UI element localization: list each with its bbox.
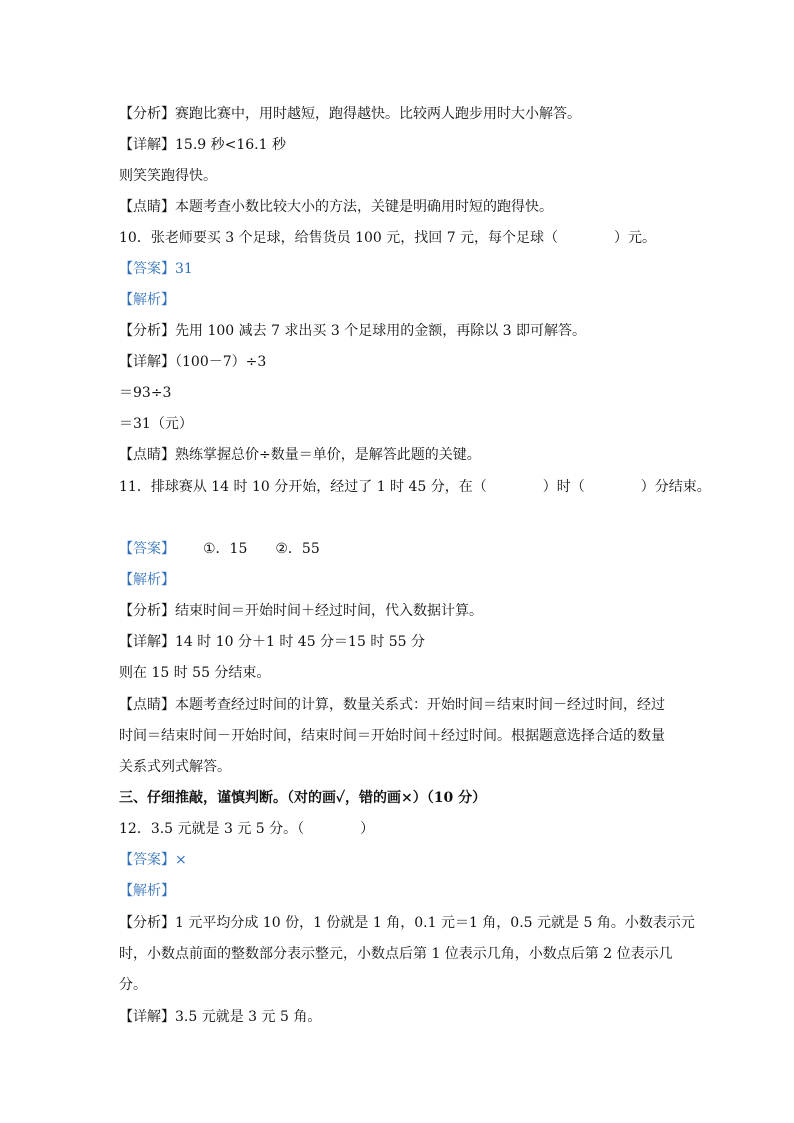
text-line-detail-q11-result: 则在 15 时 55 分结束。 <box>119 665 271 681</box>
text-line-detail-q10: 【详解】（100－7）÷3 <box>119 354 267 370</box>
answer-q11 <box>119 539 320 559</box>
text-line-detail-q12: 【详解】3.5 元就是 3 元 5 角。 <box>119 1009 322 1025</box>
text-line-comment-q11-1: 【点睛】本题考查经过时间的计算，数量关系式：开始时间＝结束时间－经过时间，经过 <box>119 697 665 713</box>
answer-label-q11: 【答案】 <box>119 541 175 557</box>
text-line-analysis-q10: 【分析】先用 100 减去 7 求出买 3 个足球用的金额，再除以 3 即可解答。 <box>119 323 587 339</box>
explanation-heading-q10: 【解析】 <box>119 292 175 308</box>
text-line-analysis-q11: 【分析】结束时间＝开始时间＋经过时间，代入数据计算。 <box>119 603 483 619</box>
text-line-detail-q9: 【详解】15.9 秒<16.1 秒 <box>119 137 286 153</box>
text-line-analysis-q9: 【分析】赛跑比赛中，用时越短，跑得越快。比较两人跑步用时大小解答。 <box>119 106 581 122</box>
text-line-comment-q9: 【点睛】本题考查小数比较大小的方法，关键是明确用时短的跑得快。 <box>119 199 553 215</box>
question-12: 12．3.5 元就是 3 元 5 分。（ ） <box>119 821 375 837</box>
question-11: 11．排球赛从 14 时 10 分开始，经过了 1 时 45 分，在（ ）时（ ）分结束。 <box>119 479 711 495</box>
answer-q11-part-2: ②．55 <box>275 541 320 557</box>
text-line-comment-q10: 【点睛】熟练掌握总价÷数量＝单价，是解答此题的关键。 <box>119 447 481 463</box>
text-line-analysis-q12-1: 【分析】1 元平均分成 10 份，1 份就是 1 角，0.1 元＝1 角，0.5 元就是 5 角。小数表示元 <box>119 915 695 931</box>
text-line-calc-step-1: ＝93÷3 <box>119 385 172 401</box>
answer-q11-part-1: ①．15 <box>203 541 248 557</box>
explanation-heading-q11: 【解析】 <box>119 572 175 588</box>
answer-q12: 【答案】× <box>119 852 187 868</box>
answer-q10: 【答案】31 <box>119 261 193 277</box>
text-line-analysis-q12-2: 时，小数点前面的整数部分表示整元，小数点后第 1 位表示几角，小数点后第 2 位表示几 <box>119 946 673 962</box>
explanation-heading-q12: 【解析】 <box>119 883 175 899</box>
text-line-comment-q11-3: 关系式列式解答。 <box>119 759 231 775</box>
section-heading-3: 三、仔细推敲，谨慎判断。（对的画✓，错的画×）（10 分） <box>119 790 487 806</box>
text-line-detail-q9-result: 则笑笑跑得快。 <box>119 168 217 184</box>
question-10: 10．张老师要买 3 个足球，给售货员 100 元，找回 7 元，每个足球（ ）元。 <box>119 230 657 246</box>
text-line-comment-q11-2: 时间＝结束时间－开始时间，结束时间＝开始时间＋经过时间。根据题意选择合适的数量 <box>119 728 665 744</box>
text-line-calc-step-2: ＝31（元） <box>119 416 193 432</box>
text-line-detail-q11: 【详解】14 时 10 分＋1 时 45 分＝15 时 55 分 <box>119 634 426 650</box>
text-line-analysis-q12-3: 分。 <box>119 977 147 993</box>
